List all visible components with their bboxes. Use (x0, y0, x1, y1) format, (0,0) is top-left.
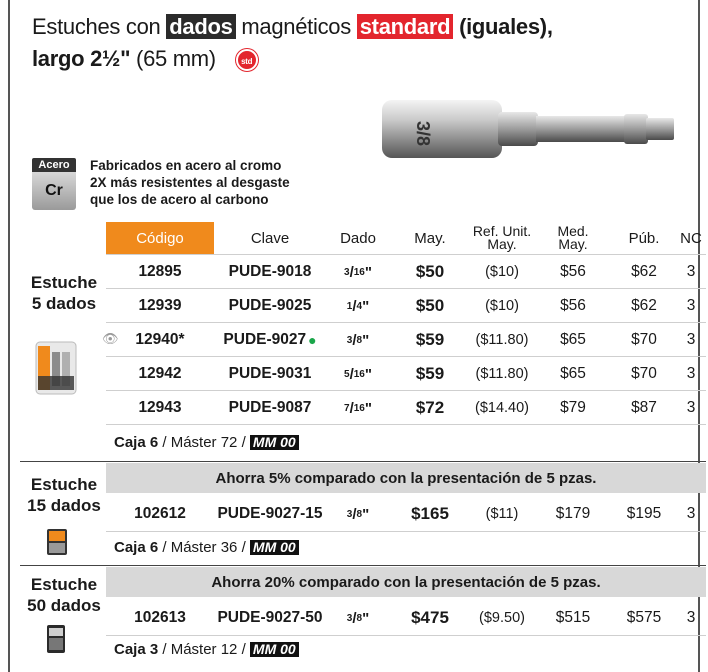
cell-codigo: 12940* (135, 331, 185, 348)
dado-numerator: 3 (346, 508, 353, 520)
page-subtitle (32, 44, 258, 74)
cell-ref-unit: ($9.50) (479, 610, 525, 626)
group-label-line1: Estuche (30, 475, 98, 494)
cell-med: $65 (560, 331, 586, 348)
header-ref-unit (464, 222, 540, 254)
header-codigo: Código (106, 222, 214, 254)
title-standard-highlight: standard (357, 14, 454, 39)
table-row (106, 322, 706, 356)
cell-dado: 3 / 8 " (346, 331, 370, 349)
header-dado: Dado (340, 229, 376, 247)
title-text: magnéticos (241, 14, 351, 39)
dado-denominator: 8 (356, 334, 363, 346)
nut-setter-image (380, 96, 680, 162)
cell-nc: 3 (686, 365, 696, 382)
section-divider (20, 565, 706, 566)
header-may: May. (414, 229, 446, 247)
cell-med: $56 (560, 297, 586, 314)
dado-denominator: 4 (356, 300, 363, 312)
cell-clave: PUDE-9087 (228, 399, 312, 416)
group-label-line2: 50 dados (27, 596, 101, 615)
cell-pub: $87 (631, 399, 657, 416)
dado-denominator: 8 (356, 508, 363, 520)
cell-may: $59 (415, 364, 445, 383)
cell-may: $50 (415, 296, 445, 315)
mm-code: MM 00 (250, 642, 299, 657)
header-ref-unit-line2: May. (487, 236, 517, 252)
cell-clave: PUDE-9018 (228, 263, 312, 280)
group-label-line1: Estuche (30, 273, 98, 292)
row-divider (106, 531, 706, 532)
chrome-steel-badge (32, 158, 76, 210)
case-5-image (34, 340, 78, 396)
packaging-info (114, 539, 299, 556)
dado-numerator: 3 (346, 612, 353, 624)
row-divider (106, 424, 706, 425)
frame-left-border (8, 0, 10, 672)
cell-med: $79 (560, 399, 586, 416)
cell-ref-unit: ($10) (485, 264, 519, 280)
caja-count: Caja 6 (114, 539, 159, 556)
cell-dado: 1 / 4 " (346, 297, 370, 315)
cell-ref-unit: ($11) (485, 506, 519, 522)
cell-may: $475 (411, 608, 449, 627)
dado-numerator: 1 (346, 300, 353, 312)
dado-denominator: 16 (353, 266, 365, 278)
cell-nc: 3 (686, 609, 696, 626)
table-header (106, 222, 706, 254)
packaging-info (114, 641, 299, 658)
cell-nc: 3 (686, 263, 696, 280)
dado-numerator: 5 (344, 368, 350, 380)
cell-dado: 3 / 8 " (346, 505, 370, 523)
cell-may: $165 (411, 504, 449, 523)
table-row (106, 497, 706, 531)
badge-acero-label: Acero (32, 158, 76, 172)
cell-pub: $575 (626, 609, 662, 626)
material-line: 2X más resistentes al desgaste (90, 175, 290, 190)
row-divider (106, 635, 706, 636)
title-text: Estuches con (32, 14, 161, 39)
mm-code: MM 00 (250, 435, 299, 450)
promo-banner-5pct: Ahorra 5% comparado con la presentación de 5 pzas. (106, 463, 706, 493)
cell-may: $50 (415, 262, 445, 281)
master-count: / Máster 12 / (162, 641, 246, 658)
case-50-image (46, 624, 66, 654)
group-label-15-dados (24, 474, 104, 516)
caja-count: Caja 6 (114, 434, 159, 451)
cell-ref-unit: ($10) (485, 298, 519, 314)
cell-pub: $195 (626, 505, 662, 522)
cell-med: $56 (560, 263, 586, 280)
dado-numerator: 7 (344, 402, 350, 414)
cell-clave-text: PUDE-9027 (223, 331, 307, 348)
cell-pub: $70 (631, 365, 657, 382)
mm-code: MM 00 (250, 540, 299, 555)
master-count: / Máster 72 / (162, 434, 246, 451)
cell-clave: PUDE-9031 (228, 365, 312, 382)
table-row (106, 254, 706, 288)
header-med (540, 222, 606, 254)
group-label-line1: Estuche (30, 575, 98, 594)
cell-codigo: 12895 (138, 263, 182, 280)
cell-ref-unit: ($11.80) (475, 332, 529, 348)
cell-codigo: 12939 (138, 297, 182, 314)
header-med-line1: Med. (557, 223, 589, 239)
table-row (106, 288, 706, 322)
title-dados-highlight: dados (166, 14, 235, 39)
table-row (106, 356, 706, 390)
master-count: / Máster 36 / (162, 539, 246, 556)
cell-clave: PUDE-9027-50 (217, 609, 323, 626)
packaging-info (114, 434, 299, 451)
length-mm: (65 mm) (136, 46, 216, 71)
cell-nc: 3 (686, 297, 696, 314)
badge-cr-symbol: Cr (32, 172, 76, 210)
group-label-line2: 5 dados (31, 294, 97, 313)
promo-banner-20pct: Ahorra 20% comparado con la presentación de 5 pzas. (106, 567, 706, 597)
case-15-image (46, 528, 68, 556)
cell-nc: 3 (686, 399, 696, 416)
tool-size-label: 3/8 (413, 121, 433, 147)
group-label-line2: 15 dados (27, 496, 101, 515)
cell-med: $179 (555, 505, 591, 522)
cell-codigo: 102613 (134, 609, 186, 626)
cell-may: $72 (415, 398, 445, 417)
dado-denominator: 16 (353, 402, 365, 414)
new-dot-icon: ● (308, 332, 317, 348)
header-ref-unit-line1: Ref. Unit. (472, 223, 532, 239)
std-badge-icon: std (236, 49, 258, 71)
cell-dado: 3 / 16 " (344, 263, 372, 281)
length-label: largo 2 (32, 46, 103, 71)
cell-ref-unit: ($11.80) (475, 366, 529, 382)
material-description (90, 157, 290, 208)
length-fraction: ½" (102, 46, 131, 71)
cell-clave: PUDE-9027-15 (217, 505, 323, 522)
cell-pub: $62 (631, 297, 657, 314)
dado-denominator: 16 (353, 368, 365, 380)
page-title (32, 12, 553, 42)
header-nc: NC (680, 229, 702, 247)
dado-numerator: 3 (346, 334, 353, 346)
caja-count: Caja 3 (114, 641, 159, 658)
table-row (106, 601, 706, 635)
title-text: (iguales), (459, 14, 553, 39)
cell-ref-unit: ($14.40) (474, 400, 529, 416)
cell-may: $59 (415, 330, 445, 349)
cell-dado: 7 / 16 " (344, 399, 372, 417)
dado-denominator: 8 (356, 612, 363, 624)
header-clave: Clave (250, 229, 290, 247)
header-med-line2: May. (558, 236, 588, 252)
cell-pub: $70 (631, 331, 657, 348)
eye-icon[interactable]: 👁 (102, 331, 119, 346)
dado-numerator: 3 (344, 266, 350, 278)
table-row (106, 390, 706, 424)
cell-dado: 5 / 16 " (344, 365, 372, 383)
cell-med: $65 (560, 365, 586, 382)
group-label-50-dados (24, 574, 104, 616)
group-label-5-dados (26, 272, 102, 314)
material-line: Fabricados en acero al cromo (90, 158, 282, 173)
section-divider (20, 461, 706, 462)
cell-nc: 3 (686, 331, 696, 348)
cell-dado: 3 / 8 " (346, 609, 370, 627)
material-line: que los de acero al carbono (90, 192, 269, 207)
cell-codigo: 12943 (138, 399, 182, 416)
cell-pub: $62 (631, 263, 657, 280)
cell-clave: PUDE-9025 (228, 297, 312, 314)
cell-nc: 3 (686, 505, 696, 522)
header-pub: Púb. (628, 229, 660, 247)
cell-clave (216, 323, 324, 357)
cell-codigo: 12942 (138, 365, 182, 382)
cell-med: $515 (555, 609, 591, 626)
cell-codigo: 102612 (134, 505, 186, 522)
